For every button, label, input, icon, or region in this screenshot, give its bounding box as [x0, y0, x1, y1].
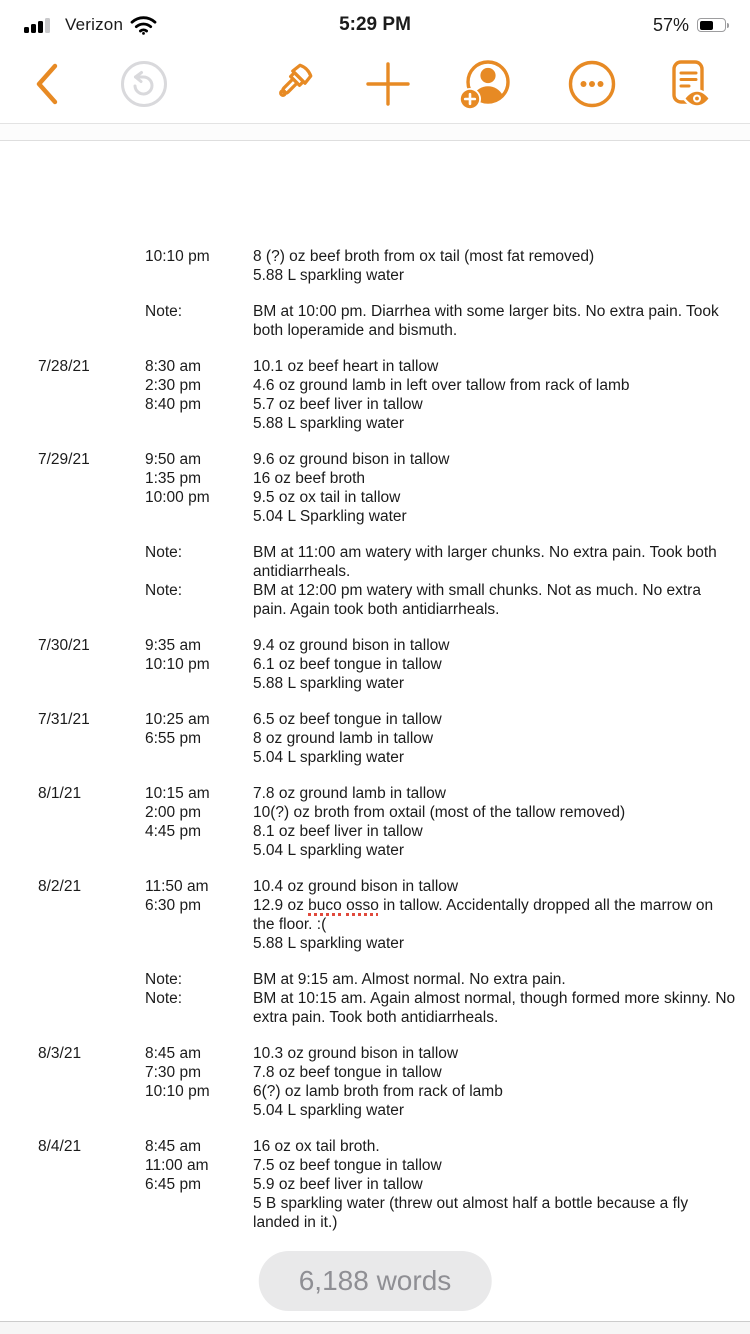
diary-line[interactable] — [38, 266, 750, 285]
diary-line[interactable] — [38, 507, 750, 526]
entry-text[interactable]: 6.1 oz beef tongue in tallow — [253, 656, 442, 673]
entry-text[interactable]: 10(?) oz broth from oxtail (most of the tallow removed) — [253, 804, 626, 821]
diary-line[interactable] — [38, 729, 750, 748]
diary-line[interactable] — [38, 1044, 750, 1063]
entry-text[interactable]: 10.3 oz ground bison in tallow — [253, 1045, 459, 1062]
time-cell: 6:45 pm — [145, 1176, 202, 1193]
time-cell: 6:55 pm — [145, 730, 202, 747]
time-cell: Note: — [145, 582, 183, 599]
entry-text[interactable]: 16 oz ox tail broth. — [253, 1138, 380, 1155]
date-cell — [38, 970, 145, 989]
diary-line[interactable] — [38, 636, 750, 655]
canvas-gap — [0, 124, 750, 141]
date-cell: 7/29/21 — [38, 451, 90, 468]
add-person-icon — [458, 57, 512, 111]
entry-text[interactable]: 4.6 oz ground lamb in left over tallow from rack of lamb — [253, 377, 630, 394]
diary-line[interactable] — [38, 376, 750, 395]
time-cell: 9:35 am — [145, 637, 202, 654]
time-cell: Note: — [145, 303, 183, 320]
document-body — [38, 247, 750, 1232]
entry-text[interactable]: 12.9 oz buco osso in tallow. Accidentally dropped all the marrow on the floor. :( — [253, 897, 714, 933]
date-cell — [38, 488, 145, 507]
date-cell — [38, 989, 145, 1027]
date-cell — [38, 247, 145, 266]
document-page[interactable] — [0, 141, 750, 1321]
date-cell — [38, 376, 145, 395]
diary-block — [38, 543, 750, 619]
diary-line[interactable] — [38, 989, 750, 1027]
date-cell: 7/30/21 — [38, 637, 90, 654]
time-cell — [145, 507, 253, 526]
diary-block — [38, 357, 750, 433]
diary-block — [38, 710, 750, 767]
view-options-button[interactable] — [663, 59, 713, 109]
battery-icon — [697, 18, 726, 32]
entry-text[interactable]: BM at 9:15 am. Almost normal. No extra pain. — [253, 971, 566, 988]
diary-block — [38, 877, 750, 953]
entry-text[interactable]: 5.88 L sparkling water — [253, 415, 405, 432]
date-cell — [38, 674, 145, 693]
status-time: 5:29 PM — [339, 14, 411, 35]
date-cell — [38, 1082, 145, 1101]
time-cell: 8:45 am — [145, 1045, 202, 1062]
diary-line[interactable] — [38, 247, 750, 266]
diary-block — [38, 1044, 750, 1120]
entry-text[interactable]: 6(?) oz lamb broth from rack of lamb — [253, 1083, 503, 1100]
diary-line[interactable] — [38, 1063, 750, 1082]
diary-block — [38, 636, 750, 693]
time-cell — [145, 748, 253, 767]
time-cell — [145, 414, 253, 433]
date-cell — [38, 469, 145, 488]
time-cell — [145, 266, 253, 285]
entry-text[interactable]: 5.04 L Sparkling water — [253, 508, 407, 525]
insert-button[interactable] — [365, 61, 411, 107]
time-cell: 10:10 pm — [145, 656, 210, 673]
entry-text[interactable]: 5 B sparkling water (threw out almost half a bottle because a fly landed in it.) — [253, 1195, 689, 1231]
undo-button[interactable] — [119, 59, 169, 109]
date-cell: 8/1/21 — [38, 785, 82, 802]
entry-text[interactable]: 16 oz beef broth — [253, 470, 366, 487]
entry-text[interactable]: 5.04 L sparkling water — [253, 749, 405, 766]
entry-text[interactable]: BM at 12:00 pm watery with small chunks. Not as much. No extra pain. Again took both antidiarrheals. — [253, 582, 701, 618]
diary-line[interactable] — [38, 1175, 750, 1194]
date-cell — [38, 507, 145, 526]
date-cell — [38, 1063, 145, 1082]
time-cell: 10:00 pm — [145, 489, 210, 506]
time-cell: 11:50 am — [145, 878, 209, 895]
time-cell: 8:45 am — [145, 1138, 202, 1155]
time-cell: 10:10 pm — [145, 1083, 210, 1100]
entry-text[interactable]: BM at 10:15 am. Again almost normal, though formed more skinny. No extra pain. Took both antidiarrheals. — [253, 990, 736, 1026]
time-cell: 8:40 pm — [145, 396, 202, 413]
back-button[interactable] — [33, 62, 61, 106]
entry-text[interactable]: 10.4 oz ground bison in tallow — [253, 878, 459, 895]
time-cell — [145, 934, 253, 953]
diary-line[interactable] — [38, 674, 750, 693]
date-cell — [38, 841, 145, 860]
time-cell: Note: — [145, 971, 183, 988]
diary-line[interactable] — [38, 970, 750, 989]
diary-line[interactable] — [38, 896, 750, 934]
entry-text[interactable]: 7.8 oz ground lamb in tallow — [253, 785, 447, 802]
entry-text[interactable]: 5.88 L sparkling water — [253, 935, 405, 952]
time-cell: 6:30 pm — [145, 897, 202, 914]
misspelled-word[interactable]: osso — [346, 897, 379, 914]
date-cell — [38, 1175, 145, 1194]
entry-text[interactable]: 5.04 L sparkling water — [253, 1102, 405, 1119]
diary-line[interactable] — [38, 469, 750, 488]
entry-text[interactable]: 8.1 oz beef liver in tallow — [253, 823, 423, 840]
date-cell — [38, 395, 145, 414]
diary-line[interactable] — [38, 748, 750, 767]
format-button[interactable] — [266, 58, 318, 110]
time-cell: 2:30 pm — [145, 377, 202, 394]
date-cell — [38, 543, 145, 581]
diary-line[interactable] — [38, 1101, 750, 1120]
bottom-strip — [0, 1321, 750, 1334]
entry-text[interactable]: 9.4 oz ground bison in tallow — [253, 637, 450, 654]
diary-line[interactable] — [38, 414, 750, 433]
diary-block — [38, 1137, 750, 1232]
date-cell — [38, 655, 145, 674]
diary-line[interactable] — [38, 395, 750, 414]
diary-line[interactable] — [38, 450, 750, 469]
diary-line[interactable] — [38, 1137, 750, 1156]
date-cell — [38, 1101, 145, 1120]
date-cell — [38, 896, 145, 934]
entry-text[interactable]: 9.5 oz ox tail in tallow — [253, 489, 401, 506]
date-cell: 7/31/21 — [38, 711, 90, 728]
time-cell — [145, 674, 253, 693]
entry-text[interactable]: 8 oz ground lamb in tallow — [253, 730, 434, 747]
entry-text[interactable]: 5.88 L sparkling water — [253, 267, 405, 284]
time-cell: 7:30 pm — [145, 1064, 202, 1081]
plus-icon — [365, 61, 411, 107]
undo-icon — [119, 59, 169, 109]
diary-line[interactable] — [38, 841, 750, 860]
time-cell: 10:10 pm — [145, 248, 210, 265]
time-cell — [145, 841, 253, 860]
ellipsis-icon — [567, 59, 617, 109]
date-cell — [38, 1156, 145, 1175]
date-cell — [38, 934, 145, 953]
carrier-label: Verizon — [65, 15, 124, 34]
time-cell: Note: — [145, 990, 183, 1007]
date-cell — [38, 581, 145, 619]
time-cell — [145, 1194, 253, 1232]
toolbar — [0, 44, 750, 124]
diary-line[interactable] — [38, 1156, 750, 1175]
diary-block — [38, 247, 750, 285]
status-bar — [0, 0, 750, 44]
time-cell: 10:25 am — [145, 711, 210, 728]
date-cell — [38, 803, 145, 822]
diary-block — [38, 302, 750, 340]
collaborate-button[interactable] — [458, 57, 512, 111]
time-cell: 9:50 am — [145, 451, 202, 468]
diary-line[interactable] — [38, 803, 750, 822]
diary-line[interactable] — [38, 934, 750, 953]
date-cell — [38, 729, 145, 748]
entry-text[interactable]: BM at 11:00 am watery with larger chunks. No extra pain. Took both antidiarrheals. — [253, 544, 717, 580]
document-eye-icon — [663, 59, 713, 109]
battery-fill — [700, 21, 714, 30]
entry-text[interactable]: 5.9 oz beef liver in tallow — [253, 1176, 423, 1193]
time-cell: 2:00 pm — [145, 804, 202, 821]
diary-block — [38, 784, 750, 860]
date-cell: 7/28/21 — [38, 358, 90, 375]
diary-line[interactable] — [38, 877, 750, 896]
misspelled-word[interactable]: buco — [308, 897, 342, 914]
time-cell: 10:15 am — [145, 785, 210, 802]
diary-line[interactable] — [38, 357, 750, 376]
entry-text[interactable]: 5.04 L sparkling water — [253, 842, 405, 859]
more-button[interactable] — [567, 59, 617, 109]
back-chevron-icon — [33, 62, 61, 106]
entry-text[interactable]: 6.5 oz beef tongue in tallow — [253, 711, 442, 728]
time-cell: 8:30 am — [145, 358, 202, 375]
date-cell — [38, 822, 145, 841]
date-cell — [38, 1194, 145, 1232]
diary-line[interactable] — [38, 488, 750, 507]
date-cell: 8/2/21 — [38, 878, 82, 895]
diary-line[interactable] — [38, 1194, 750, 1232]
diary-line[interactable] — [38, 710, 750, 729]
diary-line[interactable] — [38, 581, 750, 619]
entry-text[interactable]: 10.1 oz beef heart in tallow — [253, 358, 439, 375]
time-cell: 11:00 am — [145, 1157, 209, 1174]
word-count-badge[interactable]: 6,188 words — [259, 1251, 492, 1311]
entry-text[interactable]: 7.8 oz beef tongue in tallow — [253, 1064, 442, 1081]
paintbrush-icon — [266, 58, 318, 110]
diary-line[interactable] — [38, 822, 750, 841]
diary-block — [38, 970, 750, 1027]
diary-line[interactable] — [38, 1082, 750, 1101]
entry-text[interactable]: 7.5 oz beef tongue in tallow — [253, 1157, 442, 1174]
time-cell: 1:35 pm — [145, 470, 202, 487]
date-cell: 8/3/21 — [38, 1045, 82, 1062]
date-cell — [38, 302, 145, 340]
date-cell — [38, 414, 145, 433]
diary-line[interactable] — [38, 655, 750, 674]
entry-text[interactable]: 9.6 oz ground bison in tallow — [253, 451, 450, 468]
entry-text[interactable]: BM at 10:00 pm. Diarrhea with some larger bits. No extra pain. Took both loperamide and bismuth. — [253, 303, 719, 339]
diary-line[interactable] — [38, 543, 750, 581]
battery-percent-label: 57% — [652, 14, 689, 35]
date-cell — [38, 266, 145, 285]
date-cell — [38, 748, 145, 767]
diary-block — [38, 450, 750, 526]
time-cell — [145, 1101, 253, 1120]
entry-text[interactable]: 5.7 oz beef liver in tallow — [253, 396, 423, 413]
time-cell: 4:45 pm — [145, 823, 202, 840]
diary-line[interactable] — [38, 302, 750, 340]
diary-line[interactable] — [38, 784, 750, 803]
time-cell: Note: — [145, 544, 183, 561]
entry-text[interactable]: 5.88 L sparkling water — [253, 675, 405, 692]
entry-text[interactable]: 8 (?) oz beef broth from ox tail (most fat removed) — [253, 248, 595, 265]
date-cell: 8/4/21 — [38, 1138, 82, 1155]
